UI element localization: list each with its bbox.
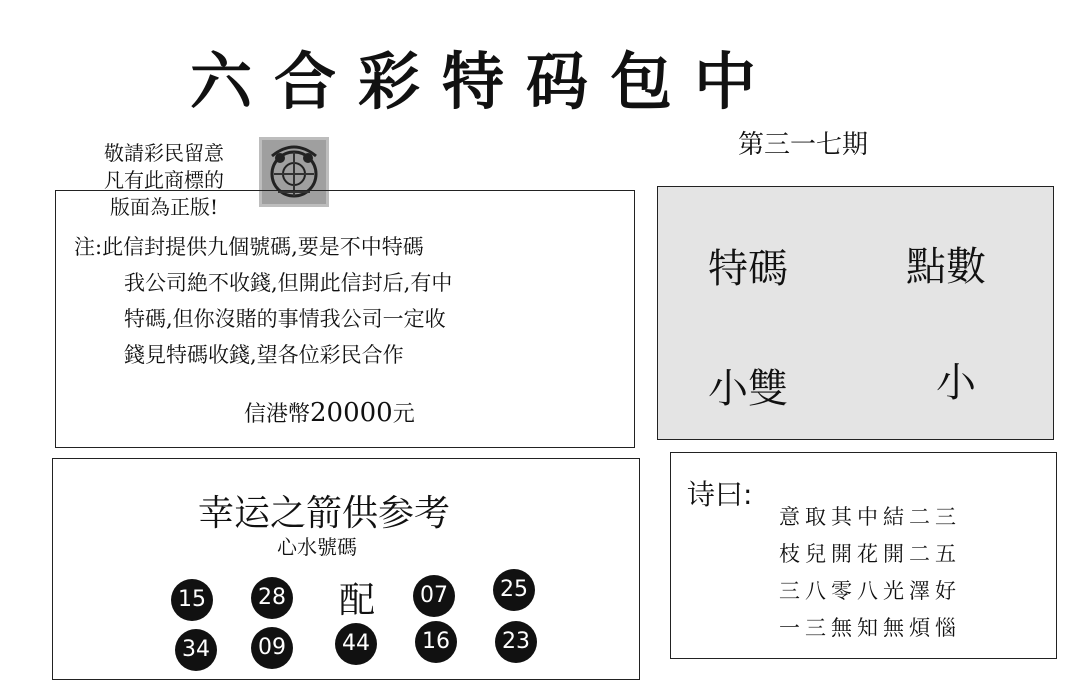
number-ball: 34 — [175, 629, 217, 671]
guarantee-number: 20000 — [310, 398, 393, 428]
number-ball: 09 — [251, 627, 293, 669]
note-box — [55, 190, 635, 448]
poem-title: 诗曰: — [687, 478, 753, 511]
note-text — [74, 229, 452, 373]
guarantee-amount — [244, 397, 415, 428]
lucky-numbers-box — [52, 458, 640, 680]
note-line: 我公司絶不收錢,但開此信封后,有中 — [124, 271, 453, 295]
lucky-title: 幸运之箭供参考 — [198, 493, 451, 534]
number-ball: 16 — [415, 621, 457, 663]
notice-line: 版面為正版! — [109, 195, 219, 219]
lucky-subtitle: 心水號碼 — [277, 535, 357, 559]
notice-line: 凡有此商標的 — [104, 168, 224, 192]
guarantee-prefix: 信港幣 — [244, 402, 311, 427]
special-code-box — [657, 186, 1054, 440]
guarantee-suffix: 元 — [392, 402, 415, 427]
pair-word: 配 — [339, 580, 376, 621]
number-ball: 28 — [251, 577, 293, 619]
number-ball: 23 — [495, 621, 537, 663]
points-label: 點數 — [906, 244, 986, 290]
note-line: 錢見特碼收錢,望各位彩民合作 — [124, 343, 404, 367]
note-line: 特碼,但你沒賭的事情我公司一定收 — [124, 307, 446, 331]
number-ball: 07 — [413, 575, 455, 617]
poem-line: 枝兒開花開二五 — [779, 542, 961, 566]
special-code-value: 小雙 — [708, 366, 788, 412]
poem-lines — [779, 499, 961, 647]
special-code-label: 特碼 — [708, 246, 788, 292]
note-line: 注:此信封提供九個號碼,要是不中特碼 — [74, 235, 424, 259]
number-ball: 15 — [171, 579, 213, 621]
poem-line: 一三無知無煩惱 — [779, 616, 961, 640]
number-ball: 44 — [335, 623, 377, 665]
points-value: 小 — [936, 360, 976, 406]
poem-line: 意取其中結二三 — [779, 505, 961, 529]
number-ball: 25 — [493, 569, 535, 611]
issue-number: 第三一七期 — [738, 130, 869, 160]
poem-line: 三八零八光澤好 — [779, 579, 961, 603]
poem-box — [670, 452, 1057, 659]
page-title: 六合彩特码包中 — [190, 45, 779, 118]
notice-line: 敬請彩民留意 — [104, 141, 224, 165]
